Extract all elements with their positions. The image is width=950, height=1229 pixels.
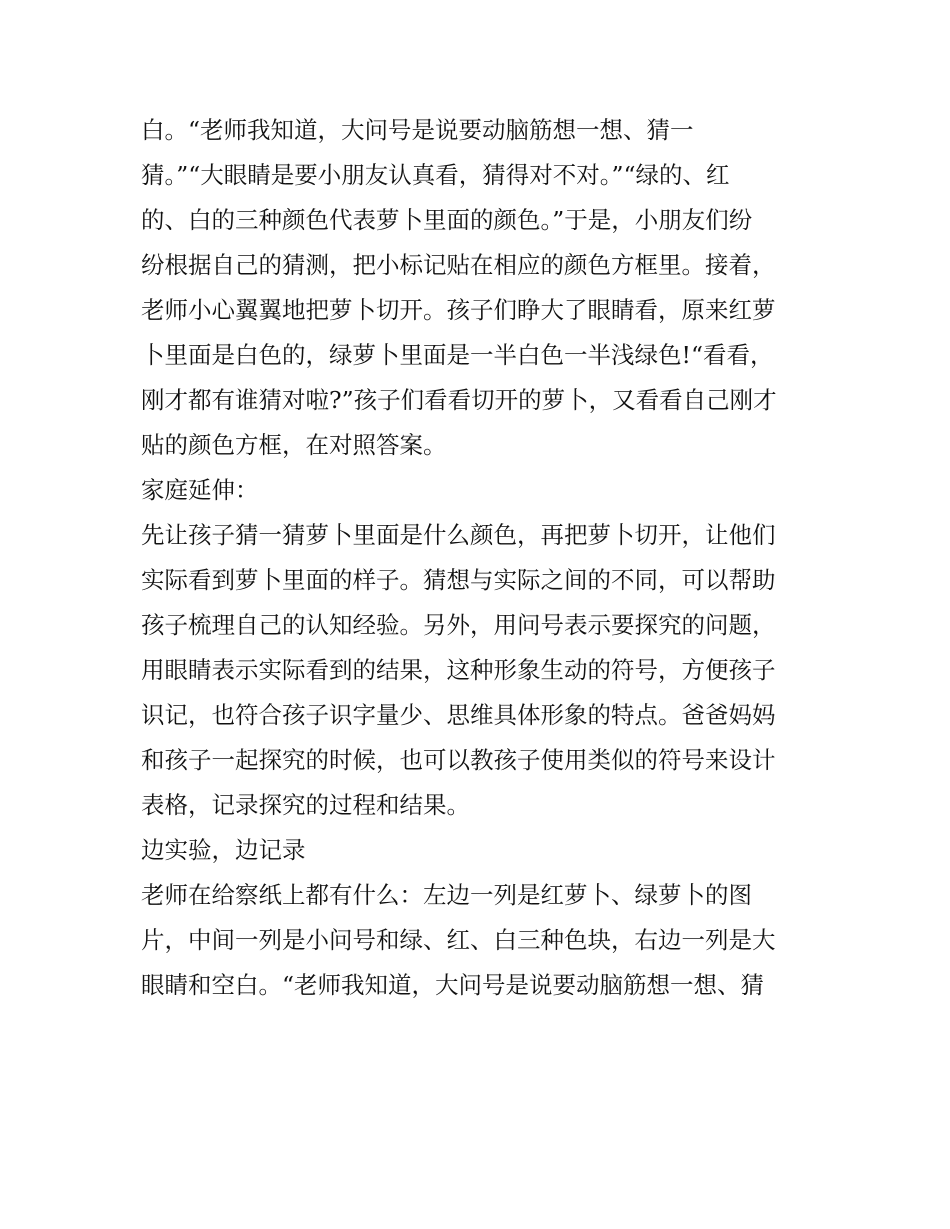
paragraph-line: 识记，也符合孩子识字量少、思维具体形象的特点。爸爸妈妈 bbox=[141, 701, 776, 729]
paragraph-line: 贴的颜色方框，在对照答案。 bbox=[141, 431, 447, 459]
section-heading: 家庭延伸： bbox=[141, 476, 259, 504]
paragraph-line: 实际看到萝卜里面的样子。猜想与实际之间的不同，可以帮助 bbox=[141, 566, 776, 594]
paragraph-line: 表格，记录探究的过程和结果。 bbox=[141, 791, 470, 819]
paragraph-line: 的、白的三种颜色代表萝卜里面的颜色。”于是，小朋友们纷 bbox=[141, 206, 753, 234]
paragraph-line: 先让孩子猜一猜萝卜里面是什么颜色，再把萝卜切开，让他们 bbox=[141, 521, 776, 549]
document-body bbox=[141, 108, 821, 1008]
paragraph-line: 老师在给察纸上都有什么：左边一列是红萝卜、绿萝卜的图 bbox=[141, 881, 752, 909]
paragraph-line: 和孩子一起探究的时候，也可以教孩子使用类似的符号来设计 bbox=[141, 746, 776, 774]
paragraph-line: 卜里面是白色的，绿萝卜里面是一半白色一半浅绿色!“看看， bbox=[141, 341, 774, 369]
paragraph-line: 孩子梳理自己的认知经验。另外，用问号表示要探究的问题， bbox=[141, 611, 776, 639]
section-heading: 边实验，边记录 bbox=[141, 836, 306, 864]
paragraph-line: 纷根据自己的猜测，把小标记贴在相应的颜色方框里。接着， bbox=[141, 251, 776, 279]
paragraph-line: 用眼睛表示实际看到的结果，这种形象生动的符号，方便孩子 bbox=[141, 656, 776, 684]
paragraph-line: 老师小心翼翼地把萝卜切开。孩子们睁大了眼睛看，原来红萝 bbox=[141, 296, 776, 324]
paragraph-line: 片，中间一列是小问号和绿、红、白三种色块，右边一列是大 bbox=[141, 926, 776, 954]
paragraph-line: 白。“老师我知道，大问号是说要动脑筋想一想、猜一 bbox=[141, 116, 694, 144]
paragraph-line: 眼睛和空白。“老师我知道，大问号是说要动脑筋想一想、猜 bbox=[141, 971, 765, 999]
paragraph-line: 刚才都有谁猜对啦?”孩子们看看切开的萝卜，又看看自己刚才 bbox=[141, 386, 777, 414]
paragraph-line: 猜。”“大眼睛是要小朋友认真看，猜得对不对。”“绿的、红 bbox=[141, 161, 730, 189]
